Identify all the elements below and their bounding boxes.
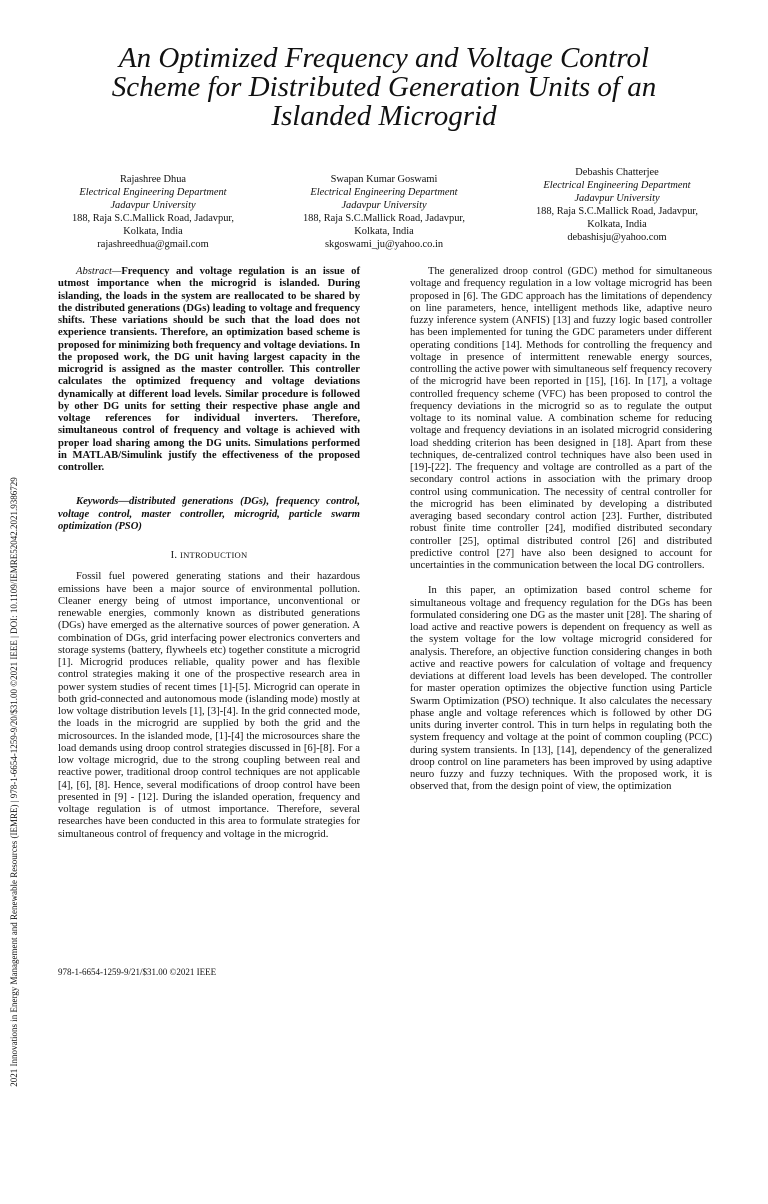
author-address: 188, Raja S.C.Mallick Road, Jadavpur, (71, 213, 235, 224)
section-heading (58, 549, 360, 562)
abstract-label: Abstract— (76, 266, 122, 277)
author-block-3 (522, 166, 712, 244)
author-city: Kolkata, India (587, 219, 647, 230)
copyright-footer: 978-1-6654-1259-9/21/$31.00 ©2021 IEEE (58, 967, 217, 977)
author-address: 188, Raja S.C.Mallick Road, Jadavpur, (535, 206, 699, 217)
right-column (410, 266, 712, 794)
author-university: Jadavpur University (574, 193, 660, 204)
left-column (58, 266, 360, 841)
title-line: Scheme for Distributed Generation Units of an (111, 71, 657, 103)
author-email: rajashreedhua@gmail.com (97, 239, 209, 250)
author-department: Electrical Engineering Department (79, 187, 227, 198)
author-block-1 (58, 173, 248, 251)
keywords: Keywords—distributed generations (DGs), frequency control, voltage control, master controller, microgrid, particle swarm optimization (PSO) (58, 496, 360, 532)
author-email: debashisju@yahoo.com (567, 232, 667, 243)
section-title: INTRODUCTION (180, 550, 248, 560)
section-number: I. (170, 550, 178, 561)
author-name: Debashis Chatterjee (575, 167, 659, 178)
author-department: Electrical Engineering Department (543, 180, 691, 191)
publication-sidebar: 2021 Innovations in Energy Management and Renewable Resources (IEMRE) | 978-1-6654-1259-9/20/$31.00 ©2021 IEEE | DOI: 10.1109/IEMRE52042.2021.9386729 (9, 477, 19, 1087)
author-name: Rajashree Dhua (119, 174, 187, 185)
author-university: Jadavpur University (110, 200, 196, 211)
body-paragraph: The generalized droop control (GDC) method for simultaneous voltage and frequency regulation in a low voltage microgrid has been proposed in [6]. The GDC approach has the limitations of dependency on line parameters, hence, intelligent methods like, adaptive neuro fuzzy inference system (ANFIS) [13] and fuzzy logic based controller has been implemented for tuning the GDC parameters under different operating conditions [14]. Methods for controlling the frequency and voltage in presence of intermittent renewable energy sources, controlling the active power with simultaneous self frequency recovery of the microgrid have been reported in [15], [16]. In [17], a voltage controlled frequency scheme (VFC) has been proposed to control the frequency deviations in the microgrid so as to regulate the output voltage to its nominal value. A combination scheme for reducing voltage and frequency deviations in an isolated microgrid considering load shedding criterion has been designed in [18]. Apart from these techniques, de-centralized control techniques have also been used in [19]-[22]. The frequency and voltage are controlled as a part of the secondary control actions in association with the primary droop control using communication. The necessity of central controller for the microgrid has been eliminated by developing a distributed averaging based secondary control action [23]. Further, distributed robust finite time controller [24], modified distributed secondary controller [25], optimal distributed control [26] and distributed predictive control [27] have also been designed to account for uncertainties in the communication between the local DG controllers. (410, 266, 712, 571)
author-block-2 (288, 173, 480, 251)
abstract (58, 266, 360, 474)
body-paragraph: In this paper, an optimization based control scheme for simultaneous voltage and frequency regulation for the DGs has been formulated considering one DG as the master unit [28]. The sharing of load active and reactive powers is dependent on frequency as well as the system voltage for the low voltage microgrid considered for analysis. Therefore, an objective function considering changes in both active and reactive powers for calculation of voltage and frequency deviations at different load levels has been developed. The controller for master operation optimizes the objective function using Particle Swarm Optimization (PSO) technique. It also calculates the necessary phase angle and voltage references which is followed by other DG units during inverter control. This in turn helps in regulating both the system frequency and voltage at the point of common coupling (PCC) during system transients. In [13], [14], dependency of the generalized droop control on line parameters has been improved by using adaptive neuro fuzzy and fuzzy techniques. With the proposed work, it is observed that, from the design point of view, the optimization (410, 585, 712, 793)
title-line: Islanded Microgrid (271, 100, 497, 132)
author-department: Electrical Engineering Department (310, 187, 458, 198)
author-city: Kolkata, India (354, 226, 414, 237)
abstract-text: Frequency and voltage regulation is an issue of utmost importance when the microgrid is islanded. During islanding, the loads in the system are reallocated to be shared by the distributed generations (DGs) leading to voltage and frequency shifts. These variations should be such that the load does not experience transients. Therefore, an optimization based scheme is proposed for minimizing both frequency and voltage deviations. In the proposed work, the DG unit having largest capacity in the microgrid is assigned as the master controller. This controller calculates the optimized frequency and voltage deviations dynamically at different load levels. Similar procedure is followed by other DG units for setting their respective phase angle and voltage references for individual inverters. Therefore, simultaneous control of frequency and voltage is achieved with proper load sharing among the DG units. Simulations performed in MATLAB/Simulink justify the effectiveness of the proposed controller. (58, 266, 360, 473)
title-line: An Optimized Frequency and Voltage Control (118, 42, 650, 74)
intro-paragraph: Fossil fuel powered generating stations and their hazardous emissions have been a major source of environmental pollution. Cleaner energy being of utmost importance, unconventional or renewable energies, commonly known as distributed generations (DGs) have emerged as the alternative sources of power generation. A combination of DGs, grid interfacing power electronics converters and storage systems (battery, flywheels etc) together constitute a microgrid [1]. Microgrid produces reliable, quality power and has flexible control strategies making it one of the prospective research area in power system studies of recent times [1]-[5]. Microgrid can operate in both grid-connected and autonomous mode (islanding mode) mostly at low voltage distribution levels [1], [3]-[4]. In the grid connected mode, the loads in the microgrid are supplied by both the grid and the microsources. In the islanded mode, [1]-[4] the microsources share the load demands using droop control strategies discussed in [6]-[8]. For a low voltage microgrid, due to the strong coupling between real and reactive power, traditional droop control techniques are not applicable [4], [6], [8]. Hence, several modifications of droop control have been presented in [9] - [12]. During the islanded operation, frequency and voltage regulation is of utmost importance. Therefore, several researches have been conducted in this area to formulate strategies for simultaneous control of frequency and voltage in the microgrid. (58, 571, 360, 840)
author-name: Swapan Kumar Goswami (330, 174, 438, 185)
author-city: Kolkata, India (123, 226, 183, 237)
author-email: skgoswami_ju@yahoo.co.in (324, 239, 444, 250)
author-address: 188, Raja S.C.Mallick Road, Jadavpur, (302, 213, 466, 224)
paper-title (60, 44, 708, 131)
author-university: Jadavpur University (341, 200, 427, 211)
